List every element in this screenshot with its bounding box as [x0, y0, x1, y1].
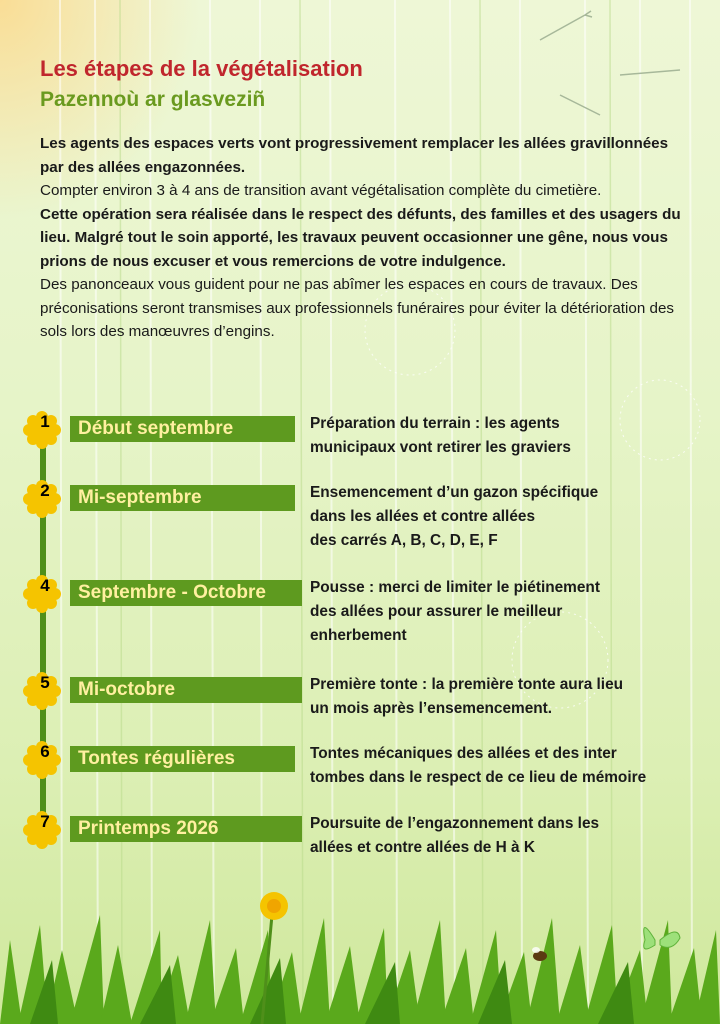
- step-label: Printemps 2026: [70, 816, 302, 842]
- intro-paragraph-4: Des panonceaux vous guident pour ne pas abîmer les espaces en cours de travaux. Des préconisations seront transmises aux professionnels funéraires pour éviter la détérioration des sols lors des manœuvres d’engins.: [40, 276, 674, 340]
- step-description: [310, 812, 690, 860]
- step-description-line: enherbement: [310, 627, 407, 644]
- step-description-line: un mois après l’ensemencement.: [310, 700, 553, 717]
- step-description: [310, 742, 690, 790]
- step-label: Mi-octobre: [70, 677, 302, 703]
- step-description-line: des carrés A, B, C, D, E, F: [310, 532, 498, 549]
- step-number: 6: [40, 742, 50, 761]
- step-description-line: municipaux vont retirer les graviers: [310, 439, 571, 456]
- step-description-line: des allées pour assurer le meilleur: [310, 603, 563, 620]
- intro-paragraph-1: Les agents des espaces verts vont progressivement remplacer les allées gravillonnées par des allées engazonnées.: [40, 135, 669, 176]
- step-number: 4: [40, 576, 50, 595]
- step-description: [310, 673, 690, 721]
- page-title: Les étapes de la végétalisation: [40, 56, 363, 81]
- step-number: 7: [40, 812, 50, 831]
- page-subtitle-breton: Pazennoù ar glasveziñ: [40, 88, 266, 111]
- step-label: Mi-septembre: [70, 485, 295, 511]
- step-label: Septembre - Octobre: [70, 580, 302, 606]
- step-description: [310, 576, 690, 648]
- step-description-line: Première tonte : la première tonte aura lieu: [310, 676, 624, 693]
- step-description-line: dans les allées et contre allées: [310, 508, 535, 525]
- intro-paragraph-3: Cette opération sera réalisée dans le respect des défunts, des familles et des usagers du lieu. Malgré tout le soin apporté, les travaux peuvent occasionner une gêne, nous vous prions de nous excuser et vous remercions de votre indulgence.: [40, 205, 681, 270]
- intro-paragraph-2: Compter environ 3 à 4 ans de transition avant végétalisation complète du cimetière.: [40, 182, 602, 199]
- step-description: [310, 481, 690, 553]
- step-description-line: Pousse : merci de limiter le piétinement: [310, 579, 600, 596]
- step-description-line: allées et contre allées de H à K: [310, 839, 535, 856]
- step-description-line: tombes dans le respect de ce lieu de mémoire: [310, 769, 647, 786]
- step-label: Tontes régulières: [70, 746, 295, 772]
- step-description-line: Préparation du terrain : les agents: [310, 415, 560, 432]
- step-description-line: Ensemencement d’un gazon spécifique: [310, 484, 599, 501]
- step-number: 5: [40, 673, 50, 692]
- step-description: [310, 412, 690, 460]
- step-description-line: Tontes mécaniques des allées et des inter: [310, 745, 617, 762]
- step-number: 2: [40, 481, 50, 500]
- step-number: 1: [40, 412, 50, 431]
- step-description-line: Poursuite de l’engazonnement dans les: [310, 815, 600, 832]
- step-label: Début septembre: [70, 416, 295, 442]
